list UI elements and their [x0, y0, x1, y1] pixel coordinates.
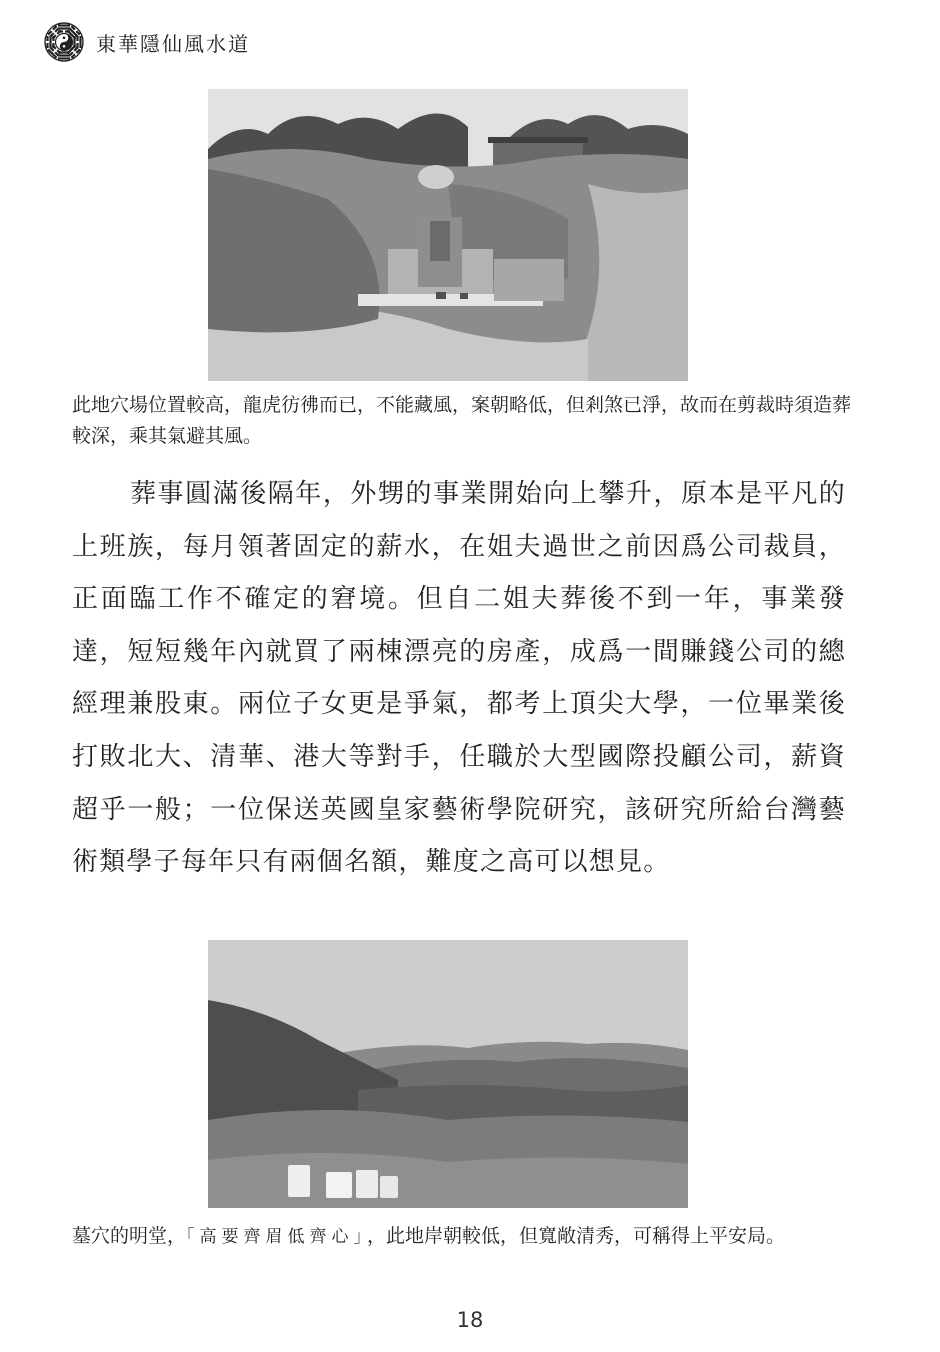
bagua-yinyang-icon: [44, 22, 84, 62]
hills-landscape-photo: [208, 940, 688, 1208]
grave-site-photo: [208, 89, 688, 381]
book-title: 東華隱仙風水道: [96, 31, 250, 56]
main-paragraph: 葬事圓滿後隔年，外甥的事業開始向上攀升，原本是平凡的上班族，每月領著固定的薪水，在姐夫過世之前因爲公司裁員，正面臨工作不確定的窘境。但自二姐夫葬後不到一年，事業發達，短短幾年內就買了兩棟漂亮的房產，成爲一間賺錢公司的總經理兼股東。兩位子女更是爭氣，都考上頂尖大學，一位畢業後打敗北大、清華、港大等對手，任職於大型國際投顧公司，薪資超乎一般；一位保送英國皇家藝術學院研究，該研究所給台灣藝術類學子每年只有兩個名額，難度之高可以想見。: [72, 479, 846, 878]
page-header: [44, 22, 250, 62]
figure-caption-1: 此地穴場位置較高，龍虎彷彿而已，不能藏風，案朝略低，但剎煞已淨，故而在剪裁時須造葬較深，乘其氣避其風。: [72, 394, 852, 447]
caption-2-lead: 墓穴的明堂，: [72, 1225, 187, 1247]
page-number: 18: [456, 1308, 484, 1332]
figure-caption-2: [72, 1221, 852, 1253]
caption-2-quote: 「高要齊眉低齊心」: [186, 1227, 368, 1247]
caption-2-tail: ，此地岸朝較低，但寬敞清秀，可稱得上平安局。: [367, 1225, 786, 1247]
